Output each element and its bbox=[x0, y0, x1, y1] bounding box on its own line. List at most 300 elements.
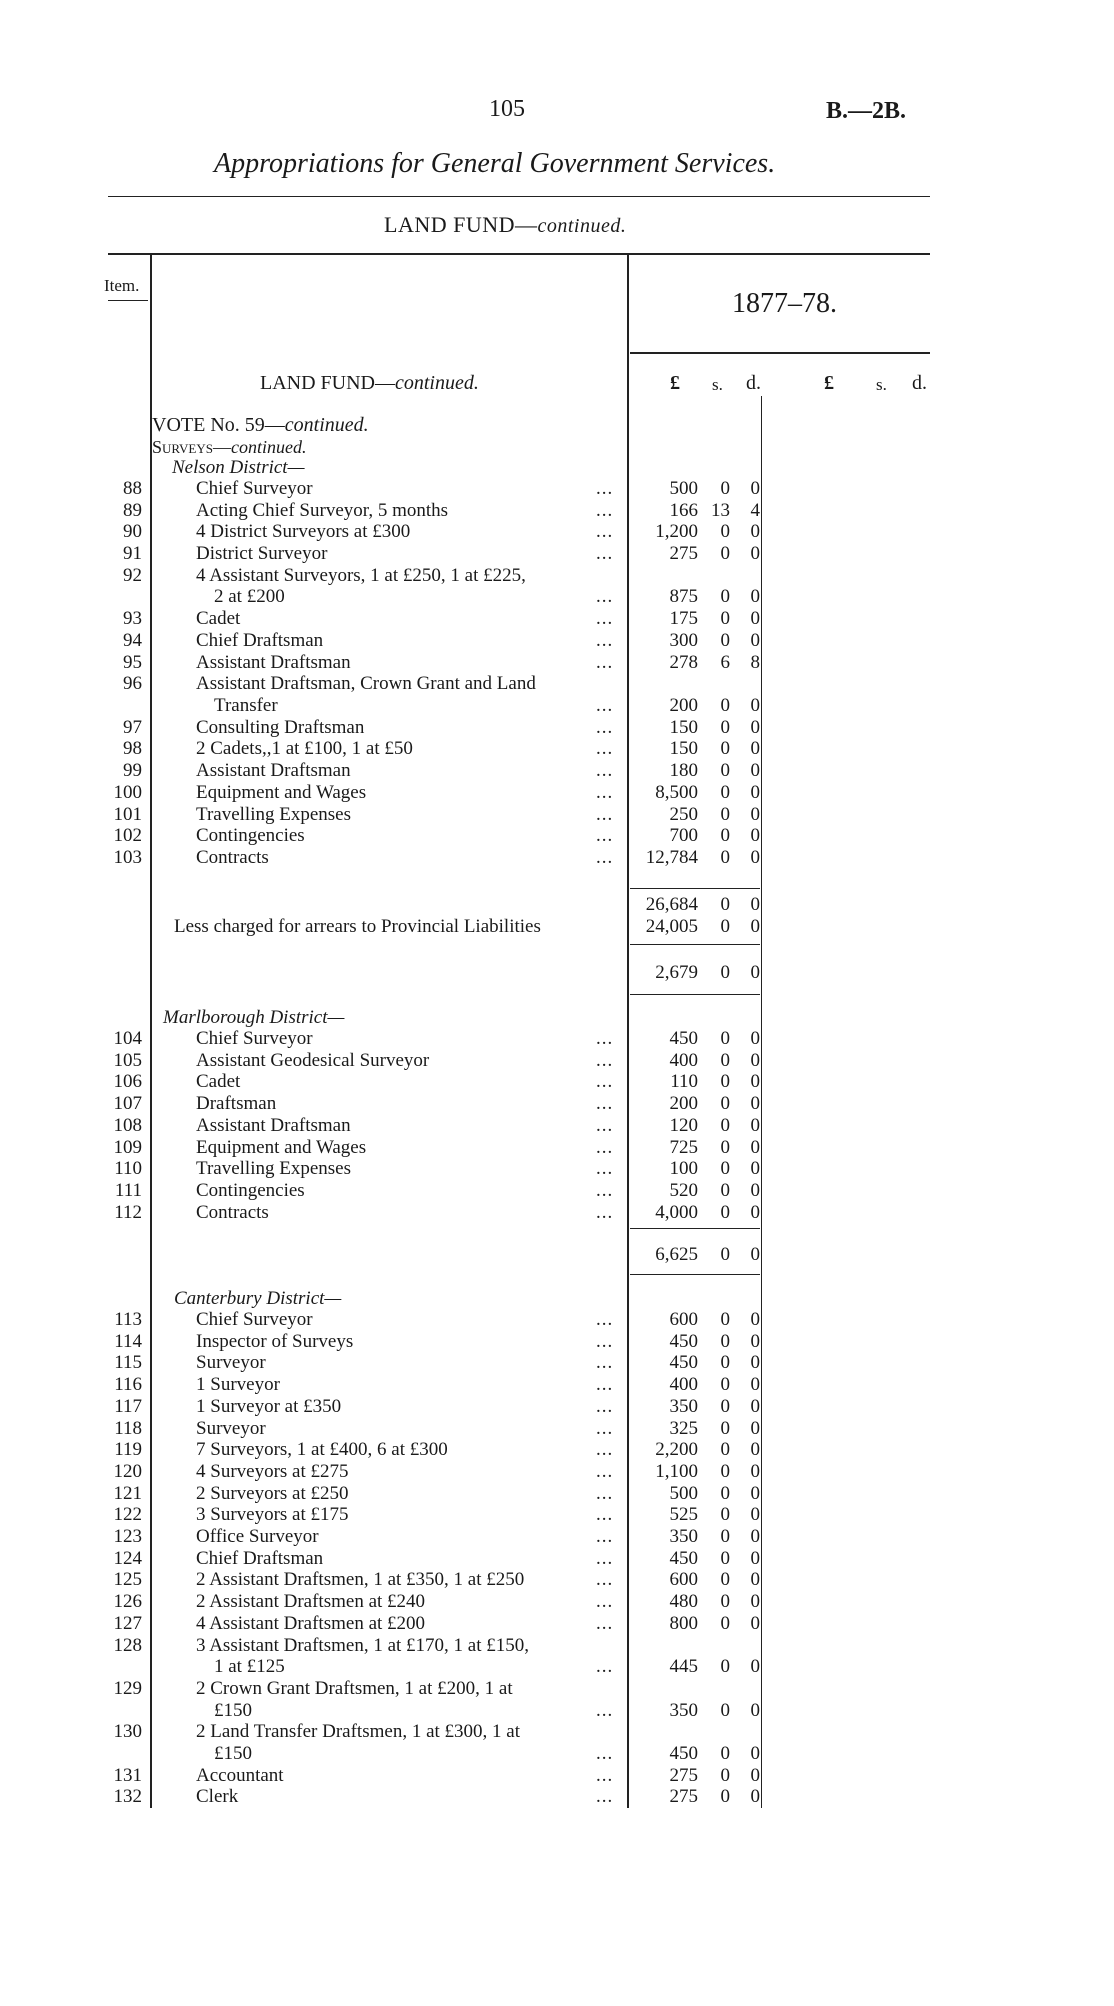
year-header: 1877–78. bbox=[732, 288, 837, 319]
amount-shillings: 0 bbox=[720, 1179, 730, 1201]
amount-pence: 0 bbox=[750, 1309, 760, 1330]
item-description: 4 District Surveyors at £300 bbox=[196, 521, 411, 543]
item-number: 117 bbox=[114, 1395, 142, 1417]
section-heading: LAND FUND—continued. bbox=[260, 372, 479, 394]
amount-pence: 0 bbox=[750, 478, 760, 499]
item-description: Assistant Draftsman bbox=[196, 760, 351, 782]
amount-pounds: 8,500 bbox=[655, 781, 698, 803]
leader-dots: ... bbox=[596, 1417, 614, 1439]
pounds-column-header-2: £ bbox=[824, 372, 834, 394]
leader-dots: ... bbox=[596, 1352, 614, 1374]
canterbury-district-heading: Canterbury District— bbox=[174, 1288, 342, 1309]
marlborough-total-rule bbox=[630, 1228, 760, 1229]
item-number: 120 bbox=[113, 1460, 142, 1482]
item-number: 113 bbox=[114, 1309, 142, 1330]
leader-dots: ... bbox=[596, 478, 614, 499]
nelson-total-rule bbox=[630, 944, 760, 945]
amount-shillings: 0 bbox=[720, 781, 730, 803]
amount-shillings: 0 bbox=[720, 586, 730, 608]
leader-dots: ... bbox=[596, 1028, 614, 1049]
amount-shillings: 0 bbox=[720, 1612, 730, 1634]
item-description: 2 Assistant Draftsmen at £240 bbox=[196, 1591, 426, 1613]
item-description: Chief Surveyor bbox=[196, 1028, 313, 1049]
leader-dots: ... bbox=[596, 1439, 614, 1461]
table-row bbox=[0, 1115, 1114, 1137]
leader-dots: ... bbox=[596, 1656, 614, 1678]
item-description: 2 Surveyors at £250 bbox=[196, 1482, 349, 1504]
table-row bbox=[0, 1439, 1114, 1461]
amount-shillings: 0 bbox=[720, 1330, 730, 1352]
amount-shillings: 0 bbox=[720, 716, 730, 738]
amount-shillings: 0 bbox=[720, 1093, 730, 1115]
amount-pounds: 725 bbox=[669, 1136, 698, 1158]
item-description: Accountant bbox=[196, 1764, 284, 1786]
item-description-cont: Transfer bbox=[214, 694, 278, 716]
amount-pence: 0 bbox=[750, 1742, 760, 1764]
item-description: Contracts bbox=[196, 846, 269, 868]
amount-pounds: 120 bbox=[669, 1114, 698, 1136]
amount-pounds: 180 bbox=[669, 760, 698, 782]
item-description: 1 Surveyor bbox=[196, 1374, 280, 1396]
amount-pounds: 875 bbox=[669, 586, 698, 608]
item-description-cont: £150 bbox=[214, 1699, 252, 1721]
amount-shillings: 0 bbox=[720, 1547, 730, 1569]
table-row bbox=[0, 521, 1114, 543]
amount-pence: 0 bbox=[750, 1482, 760, 1504]
amount-shillings: 0 bbox=[720, 1569, 730, 1591]
nelson-subtotal-row: 26,684 0 0 bbox=[645, 894, 760, 915]
item-number: 111 bbox=[114, 1179, 142, 1201]
leader-dots: ... bbox=[596, 543, 614, 565]
leader-dots: ... bbox=[596, 1049, 614, 1071]
nelson-subtotal-rule bbox=[630, 888, 760, 889]
leader-dots: ... bbox=[596, 760, 614, 782]
amount-pence: 0 bbox=[750, 1114, 760, 1136]
shillings-column-header: s. bbox=[712, 375, 723, 394]
pounds-column-header: £ bbox=[670, 372, 680, 394]
table-row bbox=[0, 1504, 1114, 1526]
item-description: 2 Cadets,,1 at £100, 1 at £50 bbox=[196, 738, 413, 760]
item-description: 4 Assistant Surveyors, 1 at £250, 1 at £225, bbox=[196, 564, 526, 586]
table-row bbox=[0, 1050, 1114, 1072]
amount-pounds: 480 bbox=[669, 1591, 698, 1613]
table-row bbox=[0, 1137, 1114, 1159]
amount-pounds: 150 bbox=[669, 738, 698, 760]
table-row bbox=[0, 500, 1114, 522]
table-row bbox=[0, 738, 1114, 760]
amount-pounds: 275 bbox=[669, 1786, 698, 1808]
amount-pence: 0 bbox=[750, 1374, 760, 1396]
amount-pence: 0 bbox=[750, 1591, 760, 1613]
item-number: 89 bbox=[123, 499, 142, 521]
table-row bbox=[0, 1613, 1114, 1635]
item-number: 119 bbox=[114, 1439, 142, 1461]
amount-pounds: 200 bbox=[669, 694, 698, 716]
item-number: 94 bbox=[123, 629, 142, 651]
leader-dots: ... bbox=[596, 825, 614, 847]
amount-pounds: 450 bbox=[669, 1028, 698, 1049]
item-number: 101 bbox=[113, 803, 142, 825]
amount-pence: 0 bbox=[750, 803, 760, 825]
item-number: 116 bbox=[114, 1374, 142, 1396]
amount-pounds: 278 bbox=[669, 651, 698, 673]
leader-dots: ... bbox=[596, 1114, 614, 1136]
amount-shillings: 0 bbox=[720, 1352, 730, 1374]
marlborough-district-heading: Marlborough District— bbox=[163, 1007, 345, 1028]
item-description: Travelling Expenses bbox=[196, 803, 351, 825]
item-number: 110 bbox=[114, 1158, 142, 1180]
document-reference: B.—2B. bbox=[826, 98, 907, 124]
item-description: Assistant Draftsman, Crown Grant and Land bbox=[196, 673, 536, 695]
table-row bbox=[0, 478, 1114, 500]
amount-pounds: 175 bbox=[669, 608, 698, 630]
amount-shillings: 0 bbox=[720, 521, 730, 543]
amount-shillings: 0 bbox=[720, 738, 730, 760]
leader-dots: ... bbox=[596, 846, 614, 868]
item-number: 122 bbox=[113, 1504, 142, 1526]
amount-pence: 0 bbox=[750, 1136, 760, 1158]
item-description: 2 Crown Grant Draftsmen, 1 at £200, 1 at bbox=[196, 1677, 513, 1699]
item-number: 95 bbox=[123, 651, 142, 673]
amount-shillings: 0 bbox=[720, 825, 730, 847]
item-column-header: Item. bbox=[104, 276, 140, 295]
amount-pence: 0 bbox=[750, 1417, 760, 1439]
item-description: Equipment and Wages bbox=[196, 1136, 367, 1158]
amount-pence: 0 bbox=[750, 1201, 760, 1223]
table-row bbox=[0, 1180, 1114, 1202]
nelson-total-row: 2,679 0 0 bbox=[655, 962, 760, 983]
item-number: 96 bbox=[123, 673, 142, 695]
item-description: 3 Surveyors at £175 bbox=[196, 1504, 349, 1526]
amount-pounds: 12,784 bbox=[645, 846, 698, 868]
leader-dots: ... bbox=[596, 1504, 614, 1526]
leader-dots: ... bbox=[596, 738, 614, 760]
amount-shillings: 0 bbox=[720, 1460, 730, 1482]
amount-pounds: 200 bbox=[669, 1093, 698, 1115]
item-number: 107 bbox=[113, 1093, 142, 1115]
item-description: Surveyor bbox=[196, 1352, 266, 1374]
table-row bbox=[0, 1765, 1114, 1787]
leader-dots: ... bbox=[596, 716, 614, 738]
leader-dots: ... bbox=[596, 1547, 614, 1569]
table-row bbox=[0, 1158, 1114, 1180]
amount-pounds: 166 bbox=[669, 499, 698, 521]
amount-pence: 0 bbox=[750, 738, 760, 760]
amount-pence: 0 bbox=[750, 1028, 760, 1049]
leader-dots: ... bbox=[596, 1093, 614, 1115]
leader-dots: ... bbox=[596, 1742, 614, 1764]
table-row bbox=[0, 760, 1114, 782]
item-description: 2 Assistant Draftsmen, 1 at £350, 1 at £250 bbox=[196, 1569, 525, 1591]
item-number: 114 bbox=[114, 1330, 142, 1352]
leader-dots: ... bbox=[596, 1330, 614, 1352]
amount-pence: 0 bbox=[750, 1352, 760, 1374]
amount-shillings: 0 bbox=[720, 478, 730, 499]
table-row bbox=[0, 1677, 1114, 1721]
amount-pounds: 325 bbox=[669, 1417, 698, 1439]
item-number: 100 bbox=[113, 781, 142, 803]
item-description: Contracts bbox=[196, 1201, 269, 1223]
item-number: 112 bbox=[114, 1201, 142, 1223]
leader-dots: ... bbox=[596, 629, 614, 651]
amount-shillings: 0 bbox=[720, 1374, 730, 1396]
leader-dots: ... bbox=[596, 1136, 614, 1158]
page-title: Appropriations for General Government Services. bbox=[214, 148, 776, 179]
table-row bbox=[0, 1028, 1114, 1050]
amount-shillings: 0 bbox=[720, 1699, 730, 1721]
item-description-cont: 2 at £200 bbox=[214, 586, 285, 608]
item-number: 131 bbox=[113, 1764, 142, 1786]
amount-pence: 0 bbox=[750, 1526, 760, 1547]
amount-pounds: 600 bbox=[669, 1569, 698, 1591]
amount-pounds: 350 bbox=[669, 1526, 698, 1547]
amount-pence: 0 bbox=[750, 1071, 760, 1093]
item-description: District Surveyor bbox=[196, 543, 328, 565]
amount-pounds: 520 bbox=[669, 1179, 698, 1201]
amount-pounds: 500 bbox=[669, 478, 698, 499]
year-header-rule bbox=[630, 352, 930, 354]
marlborough-end-rule bbox=[630, 1274, 760, 1275]
item-number: 129 bbox=[113, 1677, 142, 1699]
item-description: Cadet bbox=[196, 1071, 241, 1093]
item-description: Chief Surveyor bbox=[196, 1309, 313, 1330]
title-rule bbox=[108, 196, 930, 197]
item-description: Inspector of Surveys bbox=[196, 1330, 354, 1352]
amount-pence: 0 bbox=[750, 1699, 760, 1721]
amount-pounds: 275 bbox=[669, 1764, 698, 1786]
leader-dots: ... bbox=[596, 1071, 614, 1093]
item-description: Acting Chief Surveyor, 5 months bbox=[196, 499, 449, 521]
item-description: 1 Surveyor at £350 bbox=[196, 1395, 342, 1417]
table-row bbox=[0, 1309, 1114, 1331]
amount-pounds: 400 bbox=[669, 1374, 698, 1396]
amount-shillings: 0 bbox=[720, 1158, 730, 1180]
leader-dots: ... bbox=[596, 1764, 614, 1786]
table-row bbox=[0, 1202, 1114, 1224]
table-row bbox=[0, 652, 1114, 674]
leader-dots: ... bbox=[596, 499, 614, 521]
item-number: 104 bbox=[113, 1028, 142, 1049]
amount-shillings: 0 bbox=[720, 1504, 730, 1526]
leader-dots: ... bbox=[596, 803, 614, 825]
table-row bbox=[0, 1374, 1114, 1396]
item-description: Chief Draftsman bbox=[196, 1547, 324, 1569]
amount-shillings: 0 bbox=[720, 1764, 730, 1786]
table-row bbox=[0, 608, 1114, 630]
marlborough-total-row: 6,625 0 0 bbox=[655, 1244, 760, 1265]
item-number: 103 bbox=[113, 846, 142, 868]
item-description: 4 Surveyors at £275 bbox=[196, 1460, 349, 1482]
nelson-end-rule bbox=[630, 994, 760, 995]
amount-pence: 0 bbox=[750, 521, 760, 543]
amount-shillings: 0 bbox=[720, 760, 730, 782]
nelson-less-row: Less charged for arrears to Provincial Liabilities 24,005 0 0 bbox=[174, 916, 760, 937]
table-row bbox=[0, 1591, 1114, 1613]
item-description-cont: 1 at £125 bbox=[214, 1656, 285, 1678]
leader-dots: ... bbox=[596, 1460, 614, 1482]
amount-pounds: 2,200 bbox=[655, 1439, 698, 1461]
amount-pounds: 500 bbox=[669, 1482, 698, 1504]
item-description: Chief Surveyor bbox=[196, 478, 313, 499]
table-row bbox=[0, 1548, 1114, 1570]
table-row bbox=[0, 1071, 1114, 1093]
table-row bbox=[0, 1483, 1114, 1505]
amount-pence: 0 bbox=[750, 1656, 760, 1678]
amount-shillings: 0 bbox=[720, 1049, 730, 1071]
amount-shillings: 0 bbox=[720, 1071, 730, 1093]
table-row bbox=[0, 1786, 1114, 1808]
item-number: 121 bbox=[113, 1482, 142, 1504]
amount-pounds: 1,200 bbox=[655, 521, 698, 543]
amount-pence: 0 bbox=[750, 1504, 760, 1526]
table-row bbox=[0, 1569, 1114, 1591]
item-description: 4 Assistant Draftsmen at £200 bbox=[196, 1612, 426, 1634]
item-description: 3 Assistant Draftsmen, 1 at £170, 1 at £150, bbox=[196, 1634, 529, 1656]
amount-shillings: 0 bbox=[720, 1201, 730, 1223]
leader-dots: ... bbox=[596, 1612, 614, 1634]
item-description: Contingencies bbox=[196, 825, 305, 847]
item-number: 93 bbox=[123, 608, 142, 630]
item-description: Chief Draftsman bbox=[196, 629, 324, 651]
table-row bbox=[0, 673, 1114, 716]
amount-shillings: 0 bbox=[720, 846, 730, 868]
amount-pence: 0 bbox=[750, 1786, 760, 1808]
amount-pounds: 700 bbox=[669, 825, 698, 847]
item-description: 2 Land Transfer Draftsmen, 1 at £300, 1 at bbox=[196, 1721, 520, 1743]
nelson-district-heading: Nelson District— bbox=[172, 457, 305, 478]
amount-pence: 0 bbox=[750, 1612, 760, 1634]
amount-shillings: 0 bbox=[720, 1309, 730, 1330]
item-description: Clerk bbox=[196, 1786, 239, 1808]
table-row bbox=[0, 630, 1114, 652]
item-description: Cadet bbox=[196, 608, 241, 630]
amount-shillings: 0 bbox=[720, 1114, 730, 1136]
table-row bbox=[0, 1352, 1114, 1374]
leader-dots: ... bbox=[596, 1309, 614, 1330]
amount-shillings: 0 bbox=[720, 1786, 730, 1808]
item-description: 7 Surveyors, 1 at £400, 6 at £300 bbox=[196, 1439, 448, 1461]
item-description: Contingencies bbox=[196, 1179, 305, 1201]
amount-pounds: 450 bbox=[669, 1547, 698, 1569]
leader-dots: ... bbox=[596, 1786, 614, 1808]
table-row bbox=[0, 1461, 1114, 1483]
amount-pence: 0 bbox=[750, 1158, 760, 1180]
amount-pounds: 1,100 bbox=[655, 1460, 698, 1482]
amount-pounds: 110 bbox=[670, 1071, 698, 1093]
item-number: 99 bbox=[123, 760, 142, 782]
amount-pence: 0 bbox=[750, 1330, 760, 1352]
leader-dots: ... bbox=[596, 1201, 614, 1223]
item-number: 102 bbox=[113, 825, 142, 847]
amount-pounds: 4,000 bbox=[655, 1201, 698, 1223]
amount-pence: 0 bbox=[750, 694, 760, 716]
amount-pence: 0 bbox=[750, 1093, 760, 1115]
leader-dots: ... bbox=[596, 1569, 614, 1591]
shillings-column-header-2: s. bbox=[876, 375, 887, 394]
leader-dots: ... bbox=[596, 1374, 614, 1396]
item-description: Surveyor bbox=[196, 1417, 266, 1439]
amount-pounds: 450 bbox=[669, 1330, 698, 1352]
table-row bbox=[0, 543, 1114, 565]
item-number: 106 bbox=[113, 1071, 142, 1093]
item-number: 118 bbox=[114, 1417, 142, 1439]
item-number: 92 bbox=[123, 564, 142, 586]
table-row bbox=[0, 1721, 1114, 1764]
item-number: 108 bbox=[113, 1114, 142, 1136]
amount-shillings: 0 bbox=[720, 694, 730, 716]
amount-pence: 0 bbox=[750, 1439, 760, 1461]
amount-shillings: 0 bbox=[720, 1526, 730, 1547]
amount-shillings: 0 bbox=[720, 1395, 730, 1417]
table-row bbox=[0, 782, 1114, 804]
leader-dots: ... bbox=[596, 1591, 614, 1613]
amount-pence: 0 bbox=[750, 716, 760, 738]
item-description: Assistant Draftsman bbox=[196, 1114, 351, 1136]
amount-pence: 0 bbox=[750, 760, 760, 782]
amount-pounds: 400 bbox=[669, 1049, 698, 1071]
amount-pounds: 525 bbox=[669, 1504, 698, 1526]
amount-pence: 0 bbox=[750, 781, 760, 803]
amount-shillings: 0 bbox=[720, 1417, 730, 1439]
amount-pounds: 600 bbox=[669, 1309, 698, 1330]
leader-dots: ... bbox=[596, 1158, 614, 1180]
item-description: Consulting Draftsman bbox=[196, 716, 365, 738]
amount-pounds: 350 bbox=[669, 1699, 698, 1721]
leader-dots: ... bbox=[596, 1526, 614, 1547]
item-number: 123 bbox=[113, 1526, 142, 1547]
amount-shillings: 0 bbox=[720, 629, 730, 651]
amount-shillings: 6 bbox=[720, 651, 730, 673]
leader-dots: ... bbox=[596, 586, 614, 608]
leader-dots: ... bbox=[596, 694, 614, 716]
item-number: 105 bbox=[113, 1049, 142, 1071]
item-number: 97 bbox=[123, 716, 142, 738]
item-number: 109 bbox=[113, 1136, 142, 1158]
amount-shillings: 0 bbox=[720, 1742, 730, 1764]
amount-pence: 0 bbox=[750, 608, 760, 630]
amount-pence: 0 bbox=[750, 586, 760, 608]
amount-pence: 0 bbox=[750, 1569, 760, 1591]
leader-dots: ... bbox=[596, 1482, 614, 1504]
page-number: 105 bbox=[489, 96, 525, 122]
amount-pence: 0 bbox=[750, 543, 760, 565]
item-number: 128 bbox=[113, 1634, 142, 1656]
amount-shillings: 0 bbox=[720, 1482, 730, 1504]
amount-shillings: 0 bbox=[720, 608, 730, 630]
amount-pence: 0 bbox=[750, 1764, 760, 1786]
amount-pence: 0 bbox=[750, 1547, 760, 1569]
item-description-cont: £150 bbox=[214, 1742, 252, 1764]
table-row bbox=[0, 1418, 1114, 1440]
surveys-heading: Surveys—continued. bbox=[152, 437, 307, 457]
item-number: 127 bbox=[113, 1612, 142, 1634]
table-row bbox=[0, 717, 1114, 739]
amount-pence: 0 bbox=[750, 1395, 760, 1417]
leader-dots: ... bbox=[596, 781, 614, 803]
amount-pence: 8 bbox=[750, 651, 760, 673]
table-top-rule bbox=[108, 253, 930, 255]
amount-shillings: 0 bbox=[720, 1591, 730, 1613]
amount-pounds: 445 bbox=[669, 1656, 698, 1678]
item-number: 115 bbox=[114, 1352, 142, 1374]
item-number: 90 bbox=[123, 521, 142, 543]
item-description: Assistant Geodesical Surveyor bbox=[196, 1049, 430, 1071]
table-row bbox=[0, 1526, 1114, 1548]
amount-shillings: 0 bbox=[720, 1439, 730, 1461]
leader-dots: ... bbox=[596, 651, 614, 673]
pence-column-header-2: d. bbox=[912, 372, 927, 394]
amount-pence: 0 bbox=[750, 629, 760, 651]
